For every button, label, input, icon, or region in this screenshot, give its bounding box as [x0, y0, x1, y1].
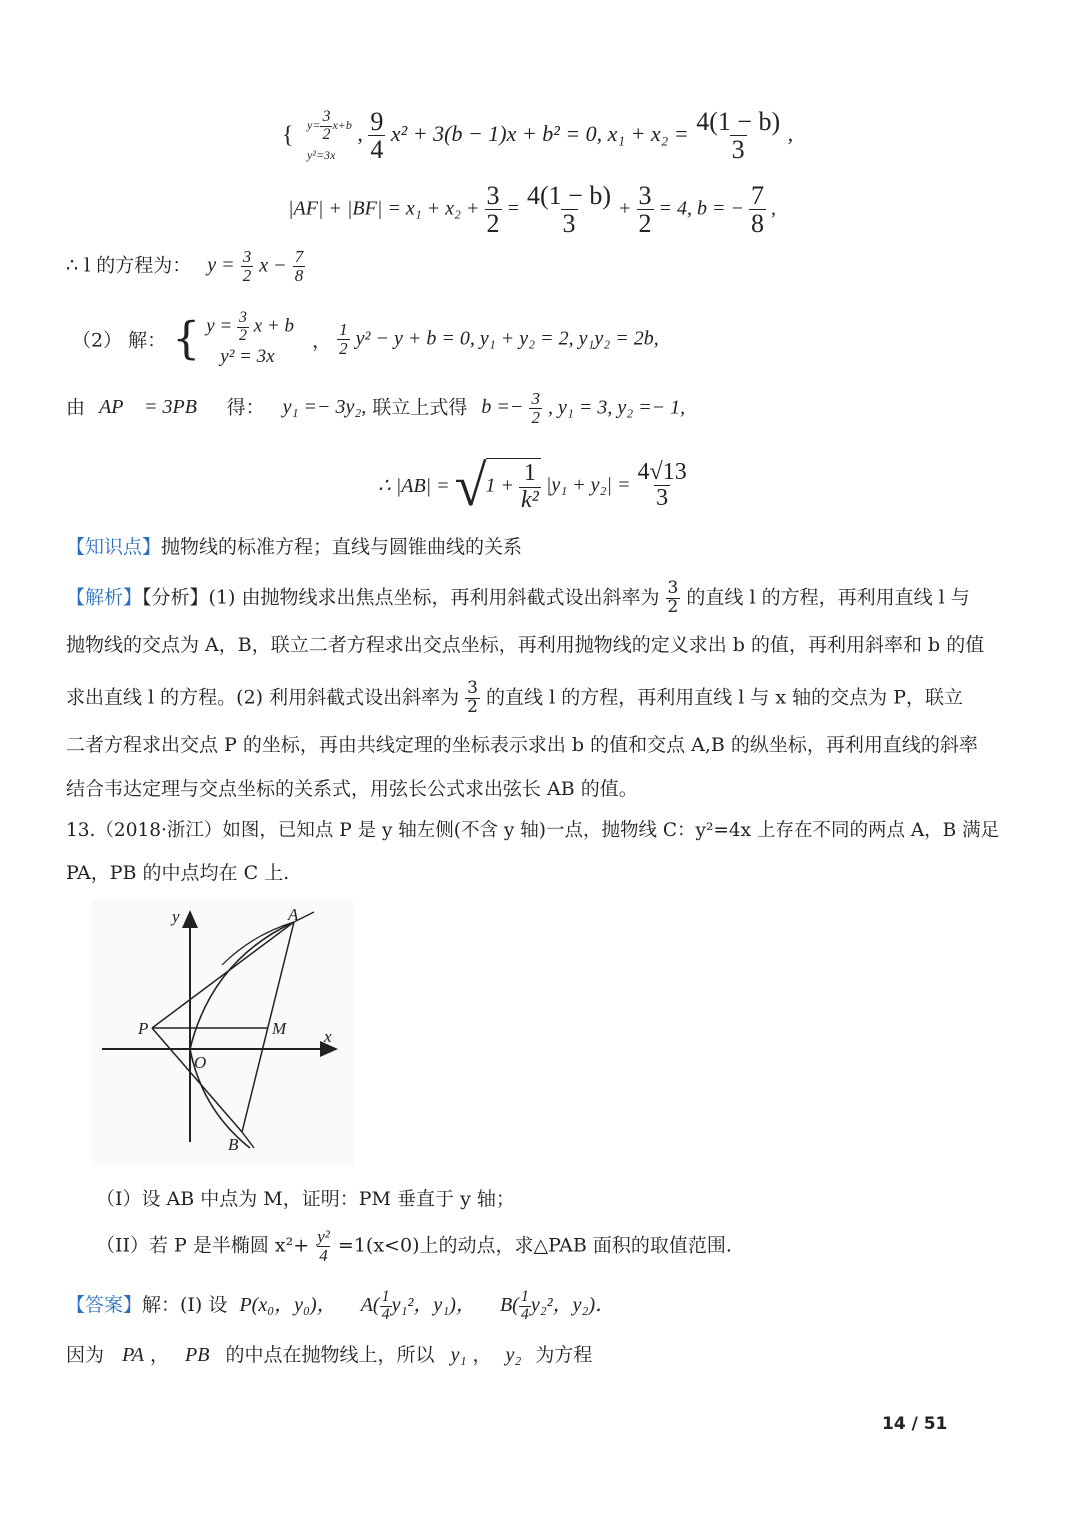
sqrt-sign: √ — [454, 453, 487, 518]
parabola-figure — [92, 900, 354, 1166]
question-1: （I）设 AB 中点为 M，证明：PM 垂直于 y 轴； — [96, 1188, 515, 1210]
analysis-line-5: 结合韦达定理与交点坐标的关系式，用弦长公式求出弦长 AB 的值。 — [66, 778, 638, 800]
system-small: y= $\frac{3}{2}$ x+b y²=3x — [307, 108, 352, 162]
label-M: M — [272, 1019, 287, 1038]
problem-13-line-1: 13.（2018·浙江）如图，已知点 P 是 y 轴左侧(不含 y 轴)一点，抛物线 C：y²=4x 上存在不同的两点 A，B 满足 — [66, 820, 1000, 841]
label-A: A — [288, 905, 299, 924]
label-x: x — [324, 1027, 332, 1046]
answer-line: 【答案】解：(I) 设 P(x₀，y₀)， A( $\frac{1}{4}$ y₁²，y₁)， B( $\frac{1}{4}$ y₂²，y₂)． — [66, 1287, 616, 1323]
label-P: P — [138, 1019, 149, 1038]
knowledge-point: 【知识点】抛物线的标准方程；直线与圆锥曲线的关系 — [66, 536, 523, 558]
eq1-body: x² + 3(b − 1)x + b² = 0, x₁ + x₂ = — [390, 120, 689, 146]
analysis-line-2: 抛物线的交点为 A，B，联立二者方程求出交点坐标，再利用抛物线的定义求出 b 的值，再利用斜率和 b 的值 — [66, 634, 985, 656]
analysis-line-1: 【解析】【分析】(1) 由抛物线求出焦点坐标，再利用斜截式设出斜率为 $\frac{3}{2}$ 的直线 l 的方程，再利用直线 l 与 — [66, 578, 970, 617]
line-l-equation: ∴ l 的方程为： y = $\frac{3}{2}$ x − $\frac{7}{8}$ — [66, 247, 304, 285]
brace: { — [282, 122, 294, 149]
label-O: O — [194, 1053, 207, 1072]
last-line: 因为 PA ， PB 的中点在抛物线上，所以 y₁ ， y₂ 为方程 — [66, 1344, 593, 1366]
problem-13-line-2: PA，PB 的中点均在 C 上. — [66, 862, 290, 884]
question-2: （II）若 P 是半椭圆 x²+ $\frac{\text{y²}}{4}$ =1(x<0)上的动点，求△PAB 面积的取值范围. — [96, 1227, 732, 1265]
page-number: 14 / 51 — [882, 1414, 948, 1434]
equation-line-2: |AF| + |BF| = x₁ + x₂ + $\frac{3}{2}$ = $\frac{4(1 - b)}{3}$ + $\frac{3}{2}$ = 4, b = − $\frac{7}{8}$ , — [288, 181, 776, 239]
analysis-line-3: 求出直线 l 的方程。(2) 利用斜截式设出斜率为 $\frac{3}{2}$ 的直线 l 的方程，再利用直线 l 与 x 轴的交点为 P，联立 — [66, 678, 963, 717]
equation-line-1: { y= $\frac{3}{2}$ x+b y²=3x , $\frac{9}{4}$ x² + 3(b − 1)x + b² = 0, x₁ + x₂ = $\frac{4(1 - b)}{3}$ , — [282, 107, 794, 165]
part-2-solution: （2） 解： { y = $\frac{3}{2}$ x + b y² = 3x ， $\frac{1}{2}$ y² − y + b = 0, y₁ + y₂ = 2, y₁y₂ = 2b, — [72, 309, 659, 367]
label-y: y — [172, 907, 180, 926]
analysis-line-4: 二者方程求出交点 P 的坐标，再由共线定理的坐标表示求出 b 的值和交点 A,B 的纵坐标，再利用直线的斜率 — [66, 734, 978, 756]
label-B: B — [228, 1135, 239, 1154]
ab-length-line: ∴ |AB| = √ 1 + $\frac{1}{\text{k²}}$ |y₁ + y₂| = $\frac{4√13}{3}$ — [378, 453, 687, 518]
vector-condition-line: 由 AP⃗ = 3PB⃗ 得： y₁ =− 3y₂, 联立上式得 b =− $\frac{3}{2}$ , y₁ = 3, y₂ =− 1, — [66, 389, 686, 427]
